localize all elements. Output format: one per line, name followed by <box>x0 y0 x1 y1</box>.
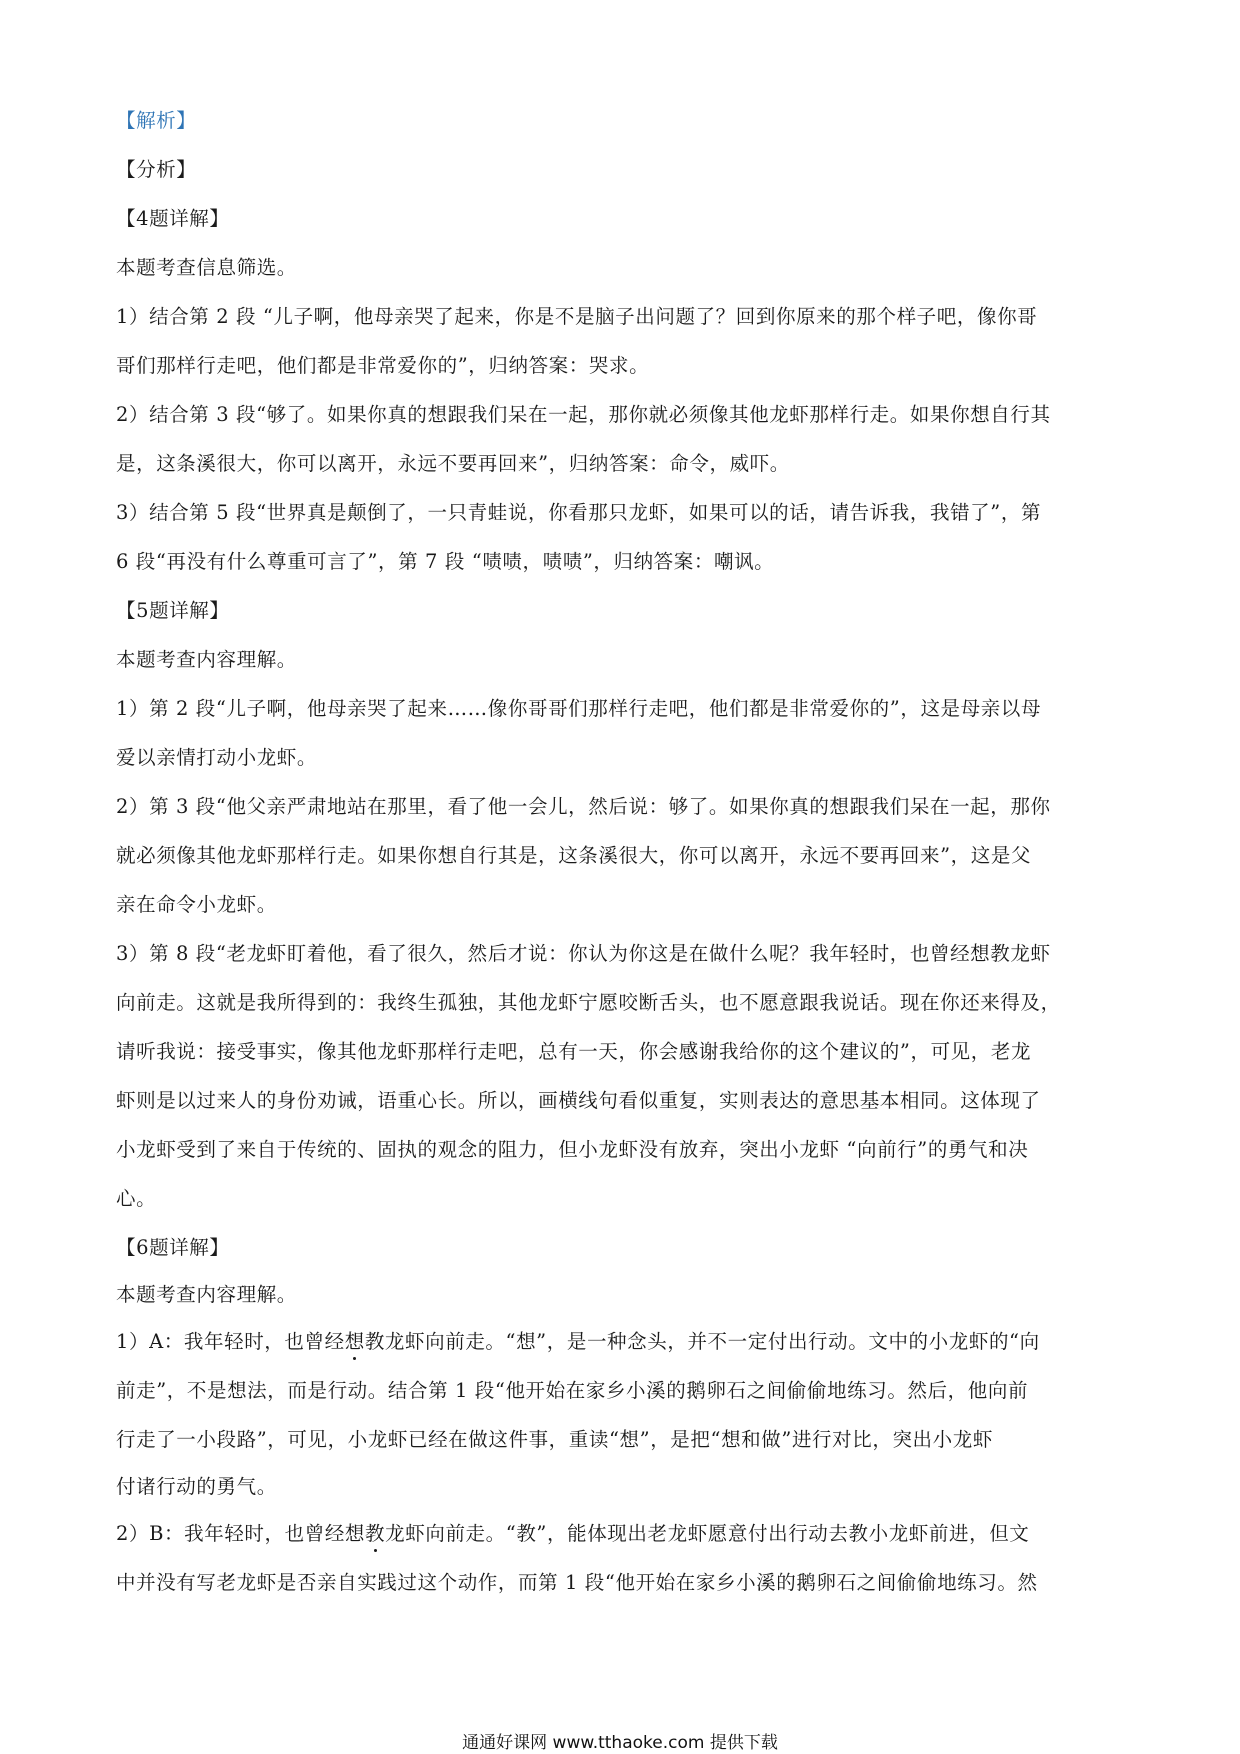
q5-paragraph-2-line-3: 亲在命令小龙虾。 <box>116 893 277 916</box>
document-body <box>116 96 1131 1607</box>
emphasis-dot-char: 教 <box>365 1509 385 1558</box>
q6-p2-text-b: 龙虾向前走。“教”，能体现出老龙虾愿意付出行动去教小龙虾前进，但文 <box>385 1522 1030 1545</box>
q4-paragraph-3-line-1: 3）结合第 5 段“世界真是颠倒了，一只青蛙说，你看那只龙虾，如果可以的话，请告诉我，我错了”，第 <box>116 501 1042 524</box>
q6-p1-text-b: 教龙虾向前走。“想”，是一种念头，并不一定付出行动。文中的小龙虾的“向 <box>364 1330 1040 1353</box>
emphasis-dot-char: 想 <box>345 1317 365 1366</box>
q5-paragraph-2-line-1: 2）第 3 段“他父亲严肃地站在那里，看了他一会儿，然后说：够了。如果你真的想跟我们呆在一起，那你 <box>116 795 1051 818</box>
q5-paragraph-3-line-4: 虾则是以过来人的身份劝诫，语重心长。所以，画横线句看似重复，实则表达的意思基本相同。这体现了 <box>116 1089 1041 1112</box>
q6-heading: 【6题详解】 <box>116 1236 230 1259</box>
q4-paragraph-2-line-2: 是，这条溪很大，你可以离开，永远不要再回来”，归纳答案：命令，威吓。 <box>116 452 790 475</box>
q5-paragraph-3-line-2: 向前走。这就是我所得到的：我终生孤独，其他龙虾宁愿咬断舌头，也不愿意跟我说话。现在你还来得及， <box>116 991 1061 1014</box>
q5-paragraph-3-line-3: 请听我说：接受事实，像其他龙虾那样行走吧，总有一天，你会感谢我给你的这个建议的”，可见，老龙 <box>116 1040 1032 1063</box>
q6-p1-text-a: 1）A：我年轻时，也曾经 <box>116 1330 345 1353</box>
q4-heading: 【4题详解】 <box>116 207 230 230</box>
footer-watermark: 通通好课网 www.tthaoke.com 提供下载 <box>462 1733 778 1753</box>
q4-paragraph-3-line-2: 6 段“再没有什么尊重可言了”，第 7 段 “啧啧，啧啧”，归纳答案：嘲讽。 <box>116 550 775 573</box>
q6-intro: 本题考查内容理解。 <box>116 1283 297 1306</box>
q5-paragraph-2-line-2: 就必须像其他龙虾那样行走。如果你想自行其是，这条溪很大，你可以离开，永远不要再回来”，这是父 <box>116 844 1032 867</box>
q5-paragraph-1-line-1: 1）第 2 段“儿子啊，他母亲哭了起来……像你哥哥们那样行走吧，他们都是非常爱你的”，这是母亲以母 <box>116 697 1042 720</box>
q6-paragraph-2-line-2: 中并没有写老龙虾是否亲自实践过这个动作，而第 1 段“他开始在家乡小溪的鹅卵石之间偷偷地练习。然 <box>116 1571 1038 1594</box>
q6-paragraph-1-line-4: 付诸行动的勇气。 <box>116 1475 277 1498</box>
analysis-heading: 【解析】 <box>116 109 197 132</box>
fenxi-heading: 【分析】 <box>116 158 197 181</box>
q4-intro: 本题考查信息筛选。 <box>116 256 297 279</box>
q6-paragraph-1-line-2: 前走”，不是想法，而是行动。结合第 1 段“他开始在家乡小溪的鹅卵石之间偷偷地练习。然后，他向前 <box>116 1379 1029 1402</box>
q5-paragraph-3-line-1: 3）第 8 段“老龙虾盯着他，看了很久，然后才说：你认为你这是在做什么呢？我年轻时，也曾经想教龙虾 <box>116 942 1051 965</box>
q6-p2-text-a: 2）B：我年轻时，也曾经想 <box>116 1522 366 1545</box>
q5-paragraph-3-line-5: 小龙虾受到了来自于传统的、固执的观念的阻力，但小龙虾没有放弃，突出小龙虾 “向前行”的勇气和决 <box>116 1138 1029 1161</box>
q5-paragraph-1-line-2: 爱以亲情打动小龙虾。 <box>116 746 318 769</box>
q6-paragraph-1-line-3: 行走了一小段路”，可见，小龙虾已经在做这件事，重读“想”，是把“想和做”进行对比，突出小龙虾 <box>116 1428 993 1451</box>
q6-paragraph-2-line-1 <box>116 1509 1131 1558</box>
q4-paragraph-1-line-2: 哥们那样行走吧，他们都是非常爱你的”，归纳答案：哭求。 <box>116 354 650 377</box>
q4-paragraph-2-line-1: 2）结合第 3 段“够了。如果你真的想跟我们呆在一起，那你就必须像其他龙虾那样行走。如果你想自行其 <box>116 403 1051 426</box>
q5-intro: 本题考查内容理解。 <box>116 648 297 671</box>
q4-paragraph-1-line-1: 1）结合第 2 段 “儿子啊，他母亲哭了起来，你是不是脑子出问题了？回到你原来的那个样子吧，像你哥 <box>116 305 1038 328</box>
q5-paragraph-3-line-6: 心。 <box>116 1187 157 1210</box>
q6-paragraph-1-line-1 <box>116 1317 1131 1366</box>
q5-heading: 【5题详解】 <box>116 599 230 622</box>
